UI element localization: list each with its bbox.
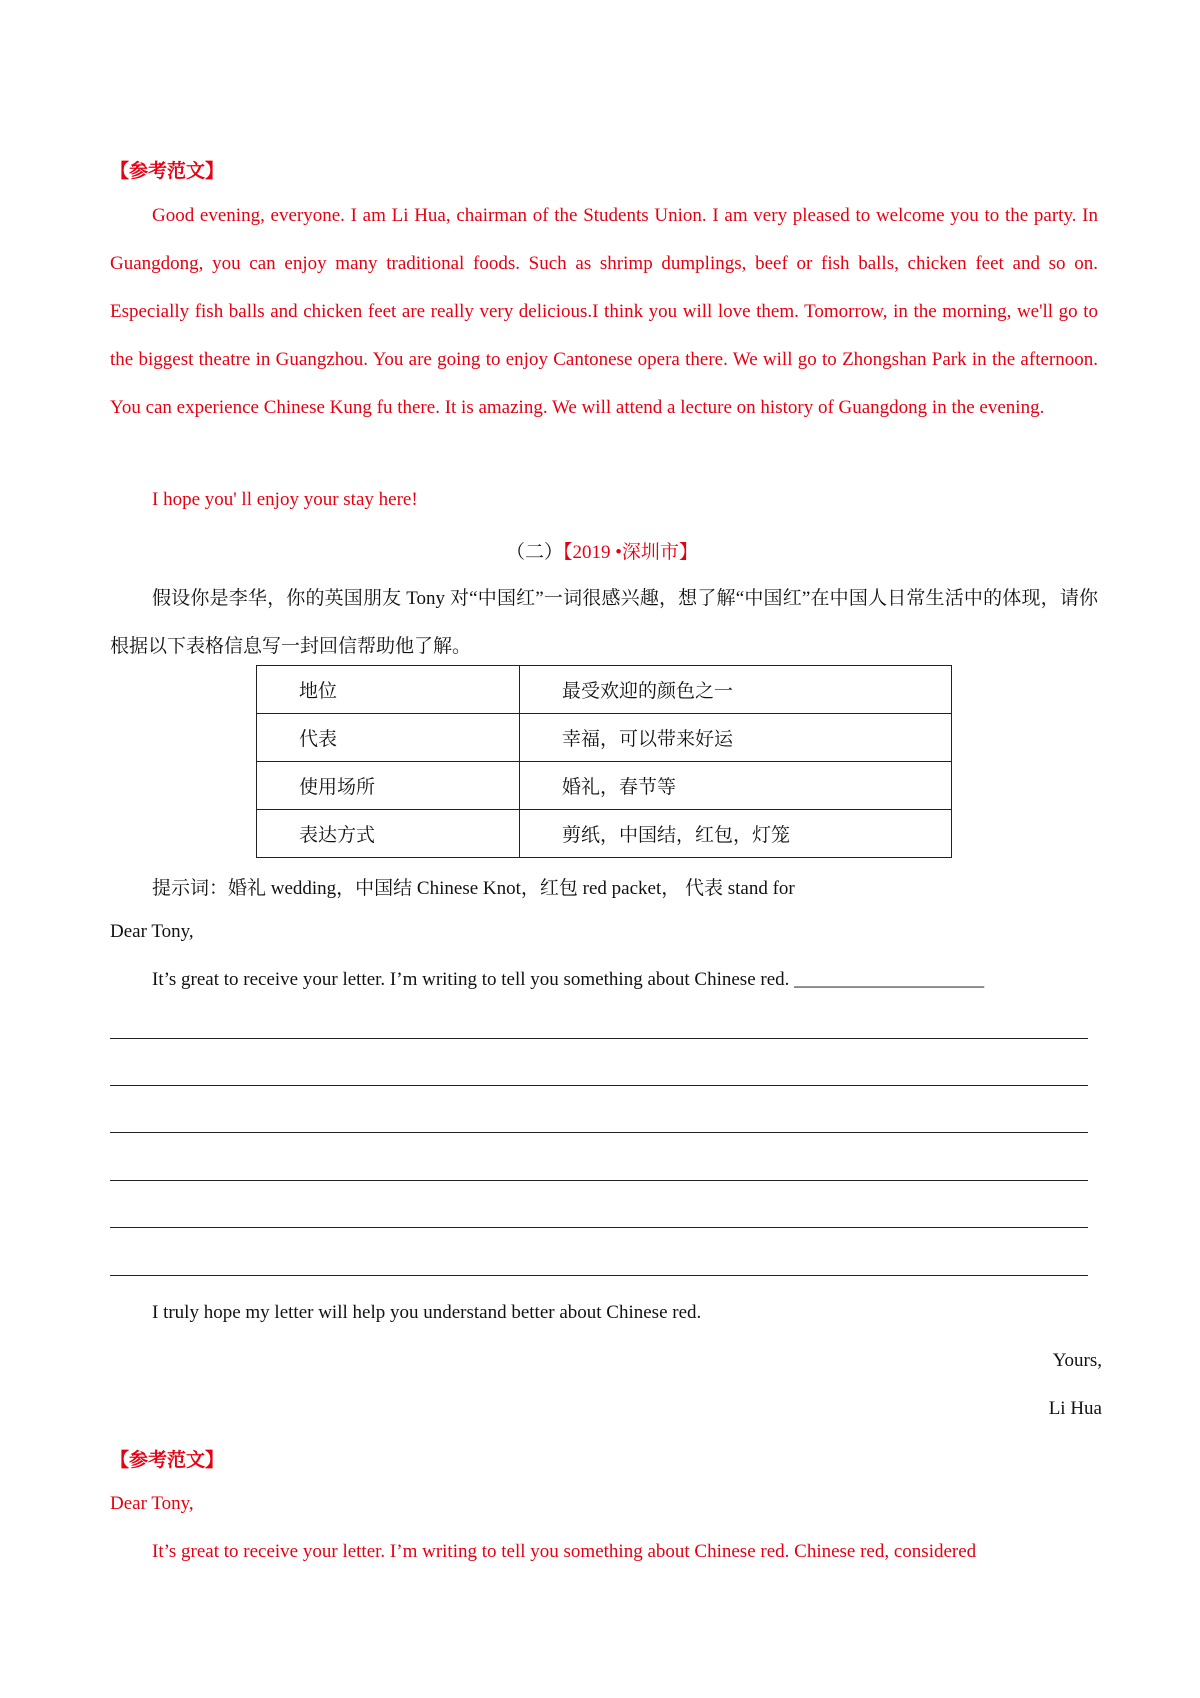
table-row	[257, 762, 952, 810]
letter-opening: It’s great to receive your letter. I’m writing to tell you something about Chinese red. ____________________	[152, 969, 985, 990]
table-row	[257, 714, 952, 762]
writing-prompt: 假设你是李华，你的英国朋友 Tony 对“中国红”一词很感兴趣，想了解“中国红”在中国人日常生活中的体现，请你根据以下表格信息写一封回信帮助他了解。	[110, 588, 1098, 657]
answer-line	[110, 1180, 1088, 1181]
answer-line	[110, 1038, 1088, 1039]
table-cell-value: 最受欢迎的颜色之一	[520, 666, 952, 714]
table-cell-label: 表达方式	[257, 810, 520, 858]
table-cell-label: 使用场所	[257, 762, 520, 810]
table-cell-label: 地位	[257, 666, 520, 714]
table-row	[257, 666, 952, 714]
ref-letter-greeting: Dear Tony,	[110, 1493, 194, 1514]
table-cell-value: 剪纸，中国结，红包，灯笼	[520, 810, 952, 858]
hint-words: 提示词：婚礼 wedding，中国结 Chinese Knot，红包 red packet， 代表 stand for	[152, 878, 795, 899]
ref-letter-opening: It’s great to receive your letter. I’m writing to tell you something about Chinese red. Chinese red, considered	[152, 1541, 977, 1562]
table-cell-label: 代表	[257, 714, 520, 762]
letter-sign-off: Yours,	[1052, 1350, 1102, 1371]
letter-signature: Li Hua	[1048, 1398, 1102, 1419]
answer-line	[110, 1085, 1088, 1086]
section-2-source: 【2019 •深圳市】	[563, 542, 698, 563]
answer-line	[110, 1275, 1088, 1276]
letter-greeting: Dear Tony,	[110, 921, 194, 942]
letter-closing: I truly hope my letter will help you understand better about Chinese red.	[152, 1302, 702, 1323]
table-cell-value: 婚礼，春节等	[520, 762, 952, 810]
ref-essay-paragraph-1: Good evening, everyone. I am Li Hua, chairman of the Students Union. I am very pleased to welcome you to the party. In Guangdong, you can enjoy many traditional foods. Such as shrimp dumplings, beef or fish balls, chicken feet and so on. Especially fish balls and chicken feet are really very delicious.I think you will love them. Tomorrow, in the morning, we'll go to the biggest theatre in Guangzhou. You are going to enjoy Cantonese opera there. We will go to Zhongshan Park in the afternoon. You can experience Chinese Kung fu there. It is amazing. We will attend a lecture on history of Guangdong in the evening.	[110, 205, 1098, 418]
answer-line	[110, 1132, 1088, 1133]
info-table	[256, 665, 952, 858]
answer-line	[110, 1227, 1088, 1228]
ref-heading-2: 【参考范文】	[110, 1450, 225, 1471]
section-2-title	[506, 537, 698, 564]
ref-heading-1: 【参考范文】	[110, 161, 225, 182]
section-2-number: （二）	[506, 542, 564, 563]
ref-essay-paragraph-2: I hope you' ll enjoy your stay here!	[152, 489, 418, 510]
table-row	[257, 810, 952, 858]
table-cell-value: 幸福，可以带来好运	[520, 714, 952, 762]
